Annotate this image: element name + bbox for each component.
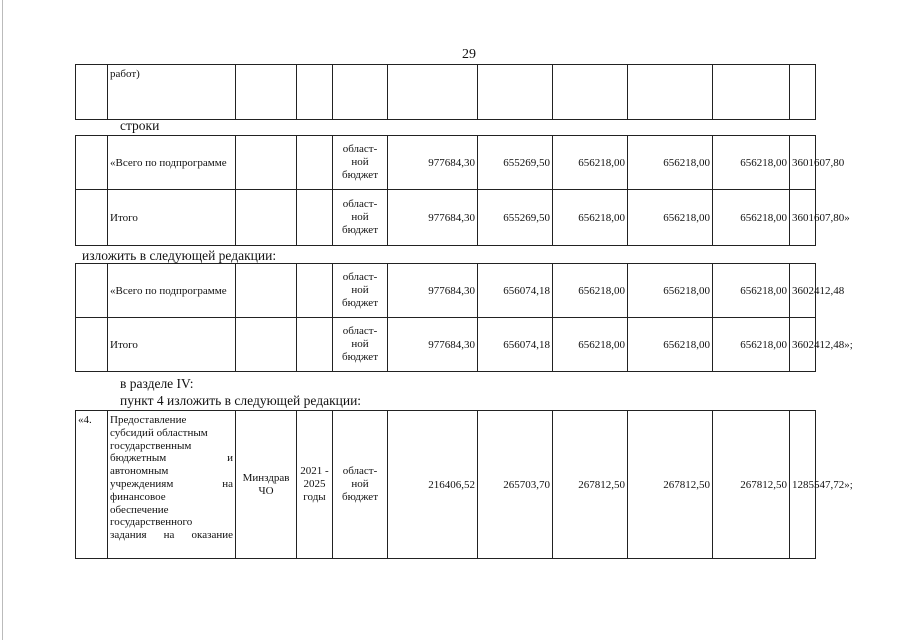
row-name: Итого (108, 318, 236, 372)
row-v1: 977684,30 (388, 136, 478, 190)
item-name-line: субсидий областным (110, 426, 208, 439)
item-name-line: бюджетным и (110, 452, 233, 465)
item-name-line: государственным (110, 439, 192, 452)
row-v2: 655269,50 (478, 190, 553, 246)
row-v5: 656218,00 (713, 190, 790, 246)
table-row (76, 318, 816, 372)
row-v3: 656218,00 (553, 190, 628, 246)
row-total: 3602412,48 (790, 264, 816, 318)
row-v4: 656218,00 (628, 136, 713, 190)
cell-v1 (388, 65, 478, 120)
item-source: област-ной бюджет (333, 411, 388, 559)
row-v4: 656218,00 (628, 190, 713, 246)
cell-total (790, 65, 816, 120)
cell-v5 (713, 65, 790, 120)
scan-edge-line (2, 0, 3, 640)
item-name-line: автономным (110, 465, 169, 478)
row-source: област-ной бюджет (333, 318, 388, 372)
item-period: 2021 - 2025 годы (297, 411, 333, 559)
row-v5: 656218,00 (713, 136, 790, 190)
table-old-rows (75, 135, 850, 246)
row-v4: 656218,00 (628, 264, 713, 318)
item-name-line: Предоставление (110, 414, 187, 426)
item-name-line: учреждениям на (110, 477, 233, 490)
row-name: «Всего по подпрограмме (108, 136, 236, 190)
item-name-line: задания на оказание (110, 529, 233, 542)
row-name: «Всего по подпрограмме (108, 264, 236, 318)
label-razdel: в разделе IV: (120, 376, 194, 391)
row-total: 3601607,80 (790, 136, 816, 190)
row-v4: 656218,00 (628, 318, 713, 372)
cell-num (76, 65, 108, 120)
cell-name: работ) (108, 65, 236, 120)
row-source: област-ной бюджет (333, 190, 388, 246)
item-v1: 216406,52 (388, 411, 478, 559)
cell-source (333, 65, 388, 120)
table-row (76, 264, 816, 318)
cell-executor (236, 65, 297, 120)
table-continuation (75, 64, 816, 120)
item-num: «4. (76, 411, 108, 559)
row-v2: 656074,18 (478, 318, 553, 372)
table-row (76, 136, 816, 190)
row-v3: 656218,00 (553, 264, 628, 318)
table-row (76, 411, 816, 559)
item-v5: 267812,50 (713, 411, 790, 559)
page-number: 29 (462, 47, 476, 62)
row-total: 3602412,48»; (790, 318, 816, 372)
cell-v4 (628, 65, 713, 120)
item-name-line: финансовое (110, 490, 166, 503)
label-izlozhit: изложить в следующей редакции: (82, 248, 277, 263)
row-v3: 656218,00 (553, 318, 628, 372)
label-punkt: пункт 4 изложить в следующей редакции: (120, 393, 362, 408)
table-item4 (75, 410, 853, 559)
item-v3: 267812,50 (553, 411, 628, 559)
row-v1: 977684,30 (388, 264, 478, 318)
row-name: Итого (108, 190, 236, 246)
row-v5: 656218,00 (713, 264, 790, 318)
item-name-line: обеспечение (110, 503, 169, 516)
row-total: 3601607,80» (790, 190, 816, 246)
item-total: 1285547,72»; (790, 411, 816, 559)
item-name-line: государственного (110, 516, 193, 529)
table-row (76, 190, 816, 246)
cell-v2 (478, 65, 553, 120)
item-executor: Минздрав ЧО (236, 411, 297, 559)
item-v2: 265703,70 (478, 411, 553, 559)
row-v5: 656218,00 (713, 318, 790, 372)
table-new-rows (75, 263, 853, 372)
row-v2: 656074,18 (478, 264, 553, 318)
cell-period (297, 65, 333, 120)
row-v1: 977684,30 (388, 190, 478, 246)
cell-v3 (553, 65, 628, 120)
row-source: област-ной бюджет (333, 136, 388, 190)
row-v3: 656218,00 (553, 136, 628, 190)
row-v2: 655269,50 (478, 136, 553, 190)
label-stroki: строки (120, 118, 160, 133)
row-v1: 977684,30 (388, 318, 478, 372)
item-v4: 267812,50 (628, 411, 713, 559)
item-name (108, 411, 236, 559)
row-source: област-ной бюджет (333, 264, 388, 318)
